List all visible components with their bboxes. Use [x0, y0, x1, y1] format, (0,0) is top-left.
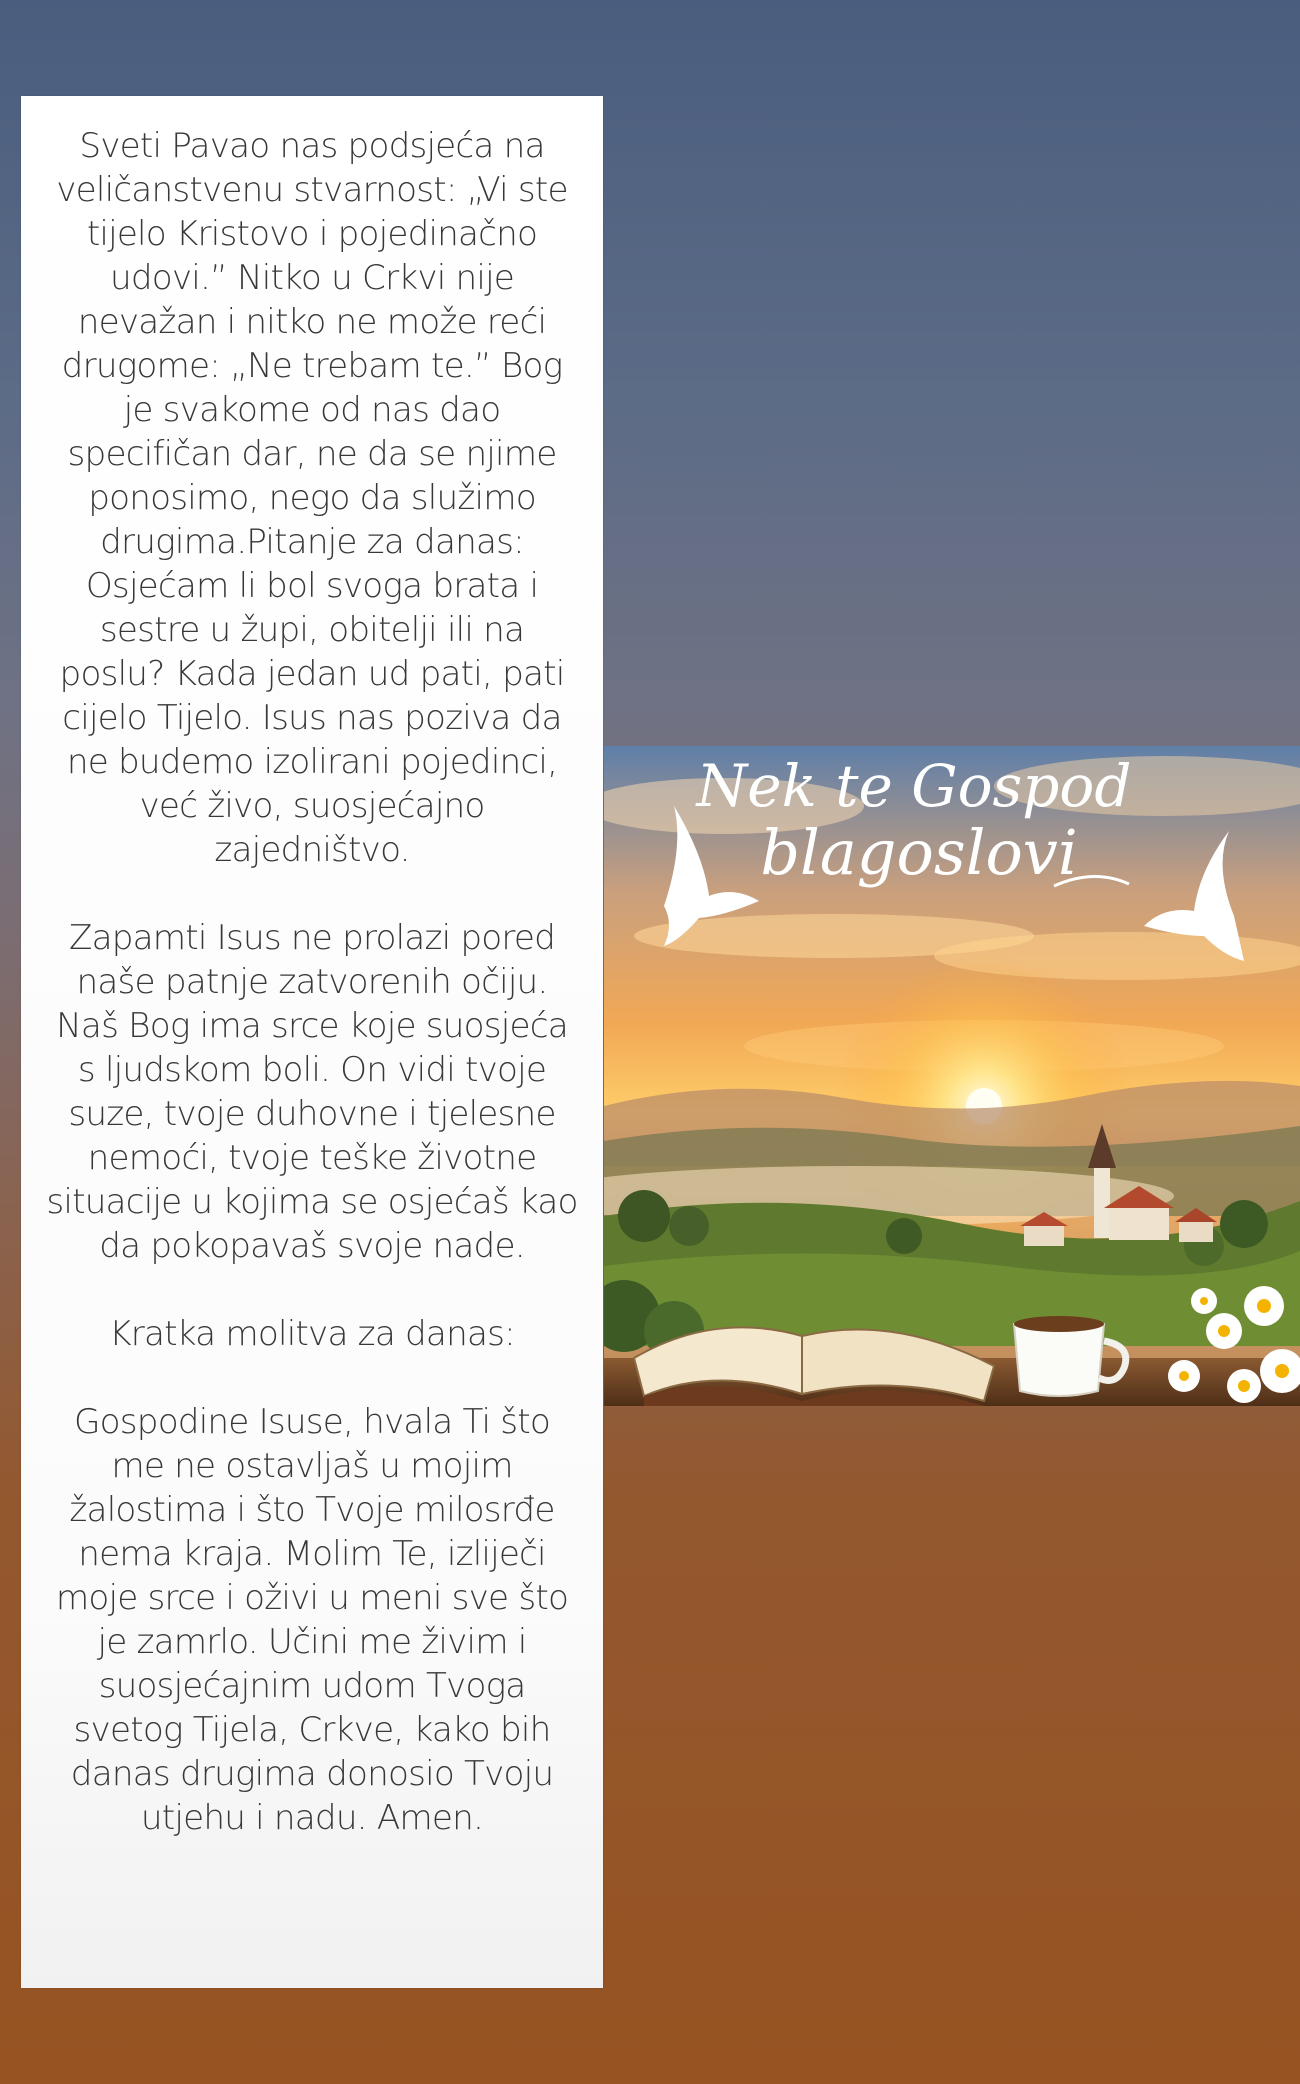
post-paragraph: Zapamti Isus ne prolazi pored naše patnje zatvorenih očiju. Naš Bog ima srce koje suosjeća s ljudskom boli. On vidi tvoje suze, tvoje duhovne i tjelesne nemoći, tvoje teške životne situacije u kojima se osjećaš kao da pokopavaš svoje nade.: [46, 918, 578, 1266]
paragraph-gap: [45, 1356, 579, 1400]
sunset-village-illustration: [604, 746, 1300, 1406]
paragraph-gap: [45, 1268, 579, 1312]
post-paragraph: Kratka molitva za danas:: [109, 1314, 515, 1354]
blessing-image: [604, 746, 1300, 1406]
paragraph-gap: [45, 872, 579, 916]
story-text-card: [21, 96, 603, 1988]
post-paragraph: Sveti Pavao nas podsjeća na veličanstvenu stvarnost: „Vi ste tijelo Kristovo i pojedinačno udovi.” Nitko u Crkvi nije nevažan i nitko ne može reći drugome: „Ne trebam te.” Bog je svakome od nas dao specifičan dar, ne da se njime ponosimo, nego da služimo drugima.Pitanje za danas: Osjećam li bol svoga brata i sestre u župi, obitelji ili na poslu? Kada jedan ud pati, pati cijelo Tijelo. Isus nas poziva da ne budemo izolirani pojedinci, već živo, suosjećajno zajedništvo.: [56, 126, 568, 870]
blessing-title-line1: Nek te Gospod: [696, 752, 1132, 820]
blessing-title-line2: blagoslovi: [760, 816, 1078, 889]
post-paragraph: Gospodine Isuse, hvala Ti što me ne ostavljaš u mojim žalostima i što Tvoje milosrđe nema kraja. Molim Te, izliječi moje srce i oživi u meni sve što je zamrlo. Učini me živim i suosjećajnim udom Tvoga svetog Tijela, Crkve, kako bih danas drugima donosio Tvoju utjehu i nadu. Amen.: [55, 1402, 569, 1838]
